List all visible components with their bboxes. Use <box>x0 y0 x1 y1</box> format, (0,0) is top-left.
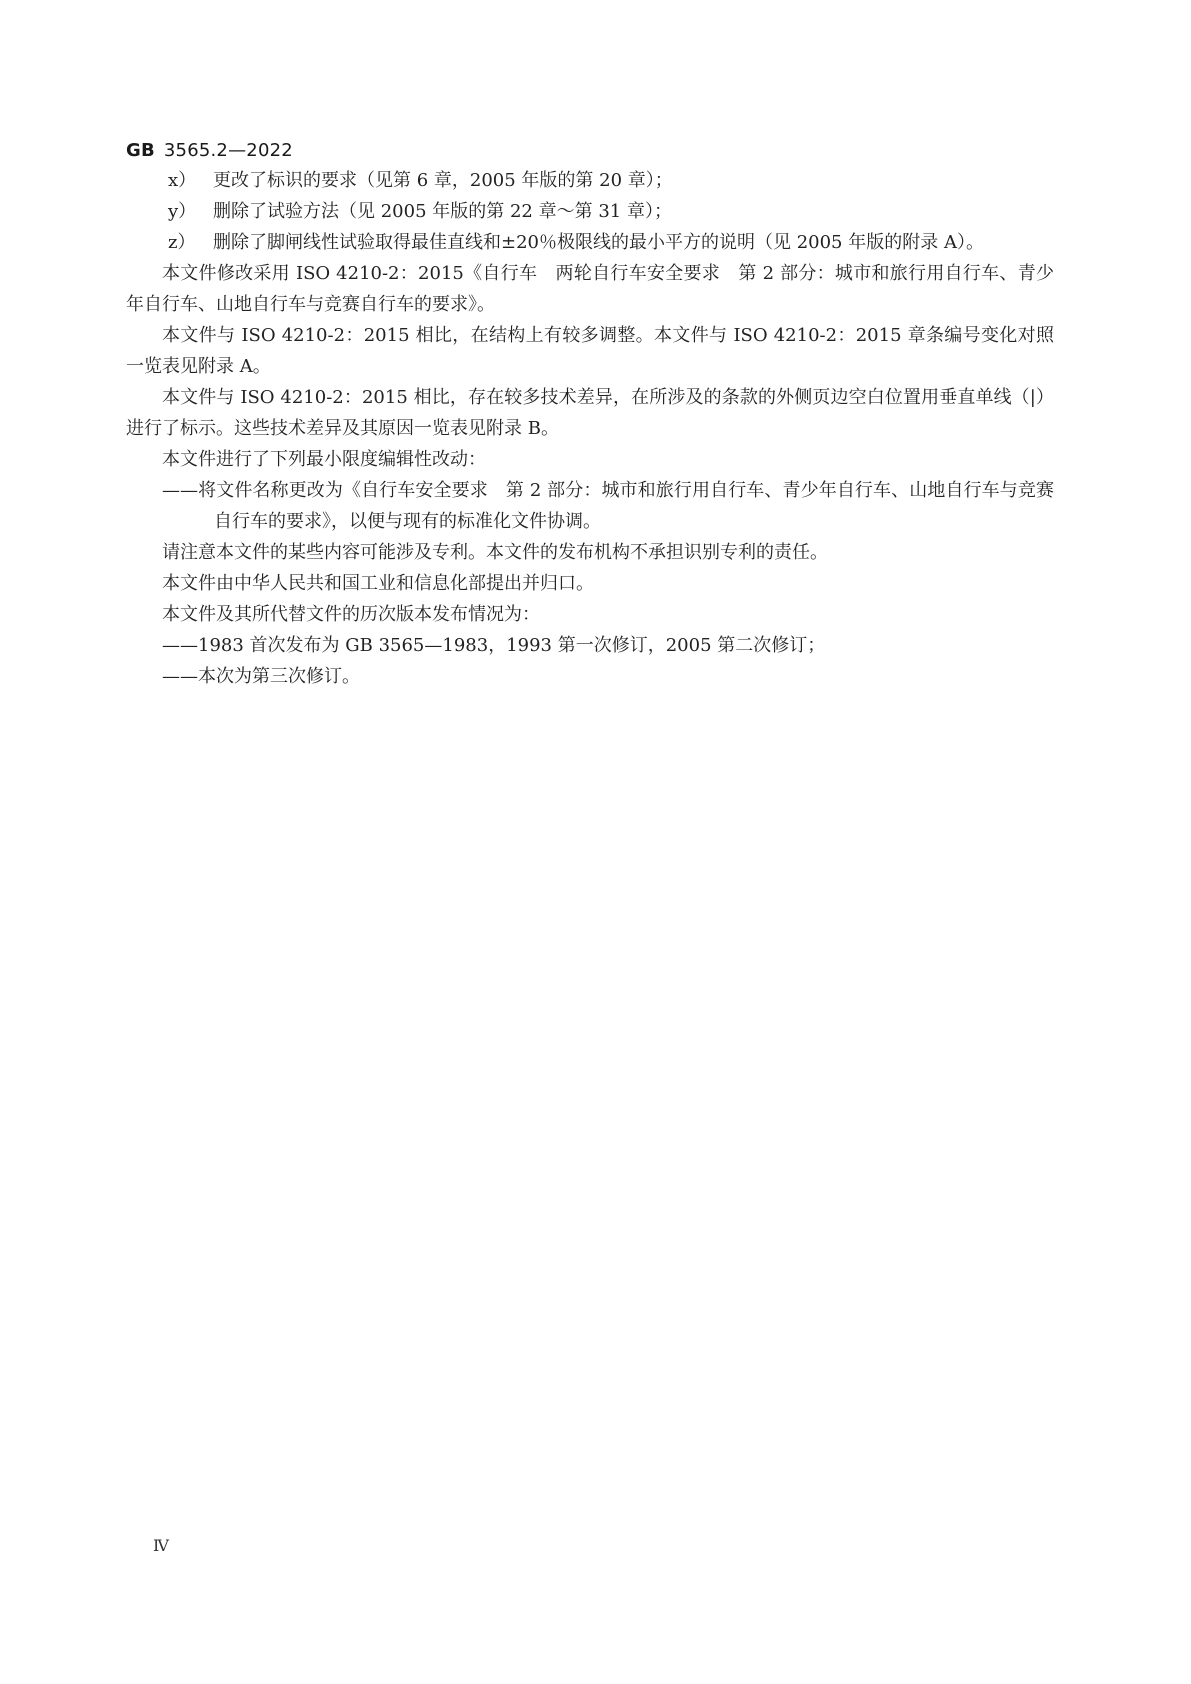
list-marker: y） <box>168 201 197 222</box>
standard-number: 3565.2—2022 <box>163 140 293 161</box>
standard-prefix: GB <box>126 140 155 161</box>
paragraph-proposer: 本文件由中华人民共和国工业和信息化部提出并归口。 <box>162 573 594 594</box>
list-item <box>126 227 1054 258</box>
paragraph-history-intro: 本文件及其所代替文件的历次版本发布情况为： <box>162 604 540 625</box>
list-text: 删除了脚闸线性试验取得最佳直线和±20％极限线的最小平方的说明（见 2005 年版的附录 A）。 <box>213 232 984 253</box>
list-text: 删除了试验方法（见 2005 年版的第 22 章～第 31 章）； <box>213 201 672 222</box>
paragraph-adoption: 本文件修改采用 ISO 4210-2：2015《自行车 两轮自行车安全要求 第 2 部分：城市和旅行用自行车、青少年自行车、山地自行车与竞赛自行车的要求》。 <box>126 263 1054 315</box>
list-marker: x） <box>168 170 197 191</box>
paragraph-patent-notice: 请注意本文件的某些内容可能涉及专利。本文件的发布机构不承担识别专利的责任。 <box>162 542 828 563</box>
list-item <box>126 165 1054 196</box>
list-marker: z） <box>168 232 196 253</box>
page-header <box>126 140 293 161</box>
dash-item-title-change: ——将文件名称更改为《自行车安全要求 第 2 部分：城市和旅行用自行车、青少年自行车、山地自行车与竞赛自行车的要求》，以便与现有的标准化文件协调。 <box>162 480 1054 532</box>
paragraph-technical-differences: 本文件与 ISO 4210-2：2015 相比，存在较多技术差异，在所涉及的条款的外侧页边空白位置用垂直单线（|）进行了标示。这些技术差异及其原因一览表见附录 B。 <box>126 387 1054 439</box>
paragraph-editorial-changes: 本文件进行了下列最小限度编辑性改动： <box>162 449 486 470</box>
document-body <box>126 165 1054 692</box>
dash-item-history-1983: ——1983 首次发布为 GB 3565—1983，1993 第一次修订，2005 第二次修订； <box>162 635 826 656</box>
page-number: Ⅳ <box>153 1536 169 1555</box>
dash-item-history-current: ——本次为第三次修订。 <box>162 666 360 687</box>
list-item <box>126 196 1054 227</box>
paragraph-structure: 本文件与 ISO 4210-2：2015 相比，在结构上有较多调整。本文件与 ISO 4210-2：2015 章条编号变化对照一览表见附录 A。 <box>126 325 1054 377</box>
list-text: 更改了标识的要求（见第 6 章，2005 年版的第 20 章）； <box>213 170 673 191</box>
